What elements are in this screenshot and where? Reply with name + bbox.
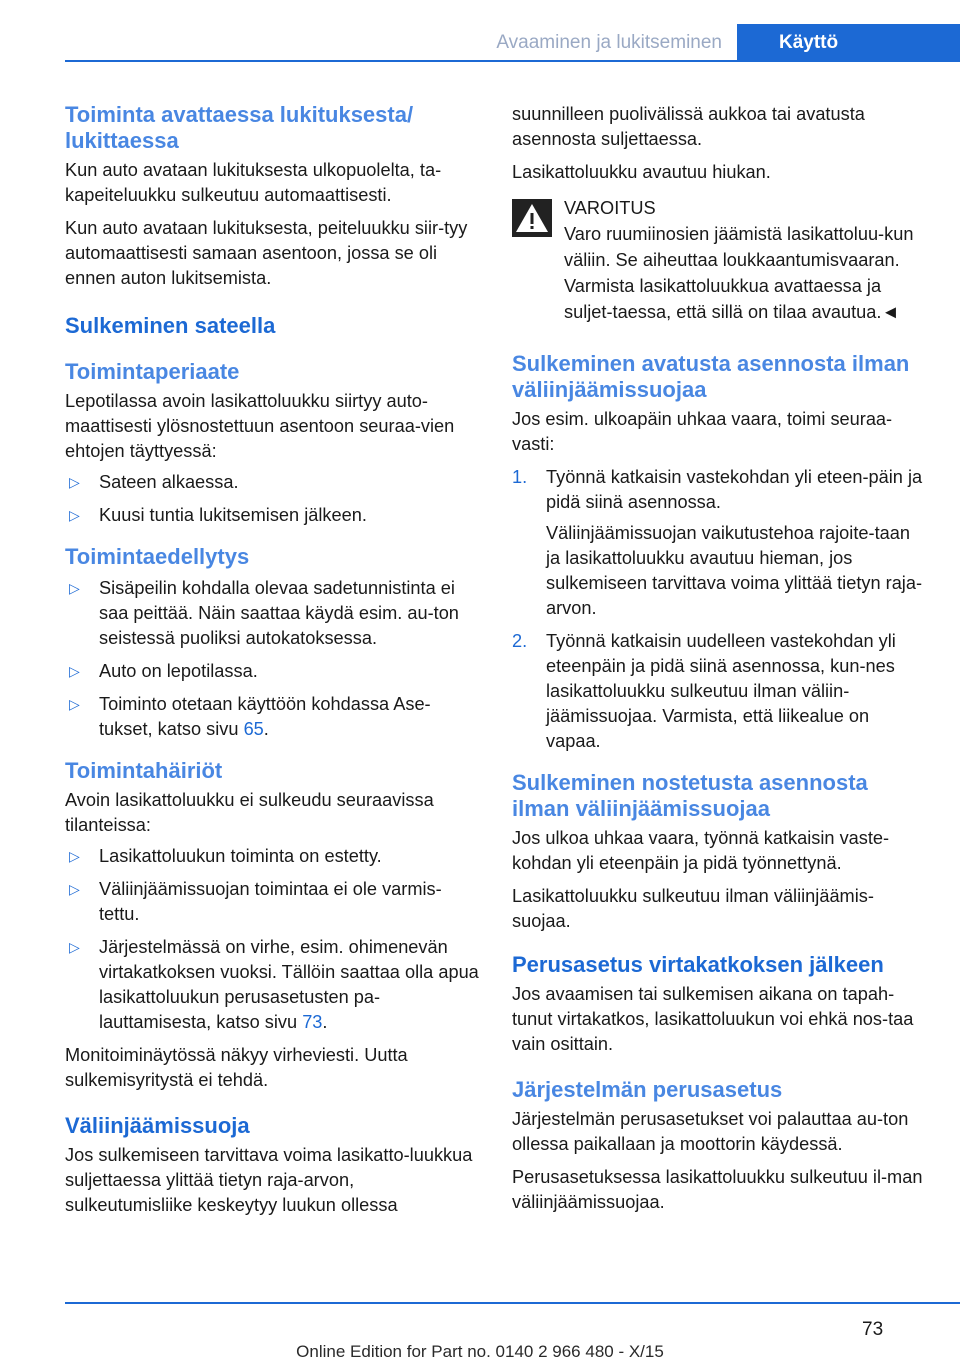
heading-valiinjaamissuoja: Väliinjäämissuoja [65, 1113, 250, 1138]
list-item: ▷ Kuusi tuntia lukitsemisen jälkeen. [65, 503, 479, 528]
list-item: ▷ Toiminto otetaan käyttöön kohdassa Ase-tukset, katso sivu 65. [69, 694, 431, 739]
list-item: ▷ Järjestelmässä on virhe, esim. ohimenevän virtakatkoksen vuoksi. Tällöin saattaa olla apua lasikattoluukun perusasetusten pa-lauttamisesta, katso sivu 73. [69, 937, 479, 1032]
list-item: ▷ Sisäpeilin kohdalla olevaa sadetunnistinta ei saa peittää. Näin saattaa käydä esim. au-ton seistessä puoliksi autokatoksessa. [69, 578, 459, 648]
triangle-bullet-icon: ▷ [69, 580, 80, 596]
left-column [65, 102, 479, 1218]
triangle-bullet-icon: ▷ [69, 881, 80, 897]
page-number: 73 [862, 1319, 884, 1340]
para-nostetusta-1: Jos ulkoa uhkaa vaara, työnnä katkaisin vaste-kohdan yli eteenpäin ja pidä työnnettynä. [512, 828, 890, 873]
header-section-title: Avaaminen ja lukitseminen [496, 32, 722, 53]
list-item: 1. Työnnä katkaisin vastekohdan yli eteen-päin ja pidä siinä asennossa. Väliinjäämissuojan vaikutustehoa rajoite-taan ja lasikattoluukku avautuu hieman, jos sulkemiseen tarvittava voima ylittää tietyn raja-arvon. [512, 467, 923, 618]
list-periaate [65, 470, 479, 528]
para-jarj-2: Perusasetuksessa lasikattoluukku sulkeutuu il-man väliinjäämissuojaa. [512, 1167, 923, 1212]
heading-jarjestelman-perusasetus: Järjestelmän perusasetus [512, 1077, 783, 1102]
heading-toimintaperiaate: Toimintaperiaate [65, 359, 240, 384]
para-valiin: Jos sulkemiseen tarvittava voima lasikatto-luukkua suljettaessa ylittää tietyn raja-arvon, sulkeutumisliike keskeytyy luukun ollessa [65, 1145, 473, 1215]
para-continued: suunnilleen puolivälissä aukkoa tai avatusta asennosta suljettaessa. [512, 104, 865, 149]
steps-list [512, 465, 926, 754]
warning-triangle-icon [512, 199, 552, 237]
right-column [512, 102, 926, 1215]
heading-avatusta: Sulkeminen avatusta asennosta ilman väliinjäämissuojaa [512, 351, 910, 402]
warning-body-lead [512, 221, 926, 325]
footer-rule [65, 1302, 960, 1304]
para-avatusta: Jos esim. ulkoapäin uhkaa vaara, toimi seuraa-vasti: [512, 409, 893, 454]
warning-title: VAROITUS [564, 198, 656, 218]
para-hairiot: Avoin lasikattoluukku ei sulkeudu seuraavissa tilanteissa: [65, 790, 434, 835]
list-item: ▷ Auto on lepotilassa. [65, 659, 479, 684]
para-avautuu: Lasikattoluukku avautuu hiukan. [512, 162, 771, 182]
header-rule [65, 60, 960, 62]
header-chapter-tab: Käyttö [737, 24, 960, 62]
list-item: ▷ Lasikattoluukun toiminta on estetty. [65, 844, 479, 869]
page-header [0, 0, 960, 62]
warning-body: Varo ruumiinosien jäämistä lasikattoluu-kun väliin. Se aiheuttaa loukkaantumisvaaran. Varmista lasikattoluukkua avattaessa ja suljet-taessa, että sillä on tilaa avautua.◄ [564, 224, 914, 322]
list-item: 2. Työnnä katkaisin uudelleen vastekohdan yli eteenpäin ja pidä siinä asennossa, kun-nes lasikattoluukku sulkeutuu ilman väliin-jäämissuojaa. Varmista, että liikealue on vapaa. [512, 631, 896, 751]
para-monitoimi: Monitoiminäytössä näkyy virheviesti. Uutta sulkemisyritystä ei tehdä. [65, 1045, 408, 1090]
triangle-bullet-icon: ▷ [69, 507, 80, 523]
para-jarj-1: Järjestelmän perusasetukset voi palauttaa au-ton ollessa paikallaan ja moottorin käydessä. [512, 1109, 909, 1154]
warning-box [512, 195, 926, 325]
triangle-bullet-icon: ▷ [69, 939, 80, 955]
heading-toimintaedellytys: Toimintaedellytys [65, 544, 250, 569]
list-item: ▷ Sateen alkaessa. [65, 470, 479, 495]
triangle-bullet-icon: ▷ [69, 663, 80, 679]
triangle-bullet-icon: ▷ [69, 696, 80, 712]
list-hairiot [65, 844, 479, 1035]
heading-toiminta: Toiminta avattaessa lukituksesta/ lukittaessa [65, 102, 414, 153]
page-link[interactable]: 73 [302, 1012, 323, 1032]
page-link[interactable]: 65 [243, 719, 264, 739]
heading-nostetusta: Sulkeminen nostetusta asennosta ilman väliinjäämissuojaa [512, 770, 868, 821]
para-toiminta-1: Kun auto avataan lukituksesta ulkopuolelta, ta-kapeiteluukku sulkeutuu automaattisesti. [65, 160, 442, 205]
para-perus: Jos avaamisen tai sulkemisen aikana on tapah-tunut virtakatkos, lasikattoluukun voi ehkä nos-taa vain osittain. [512, 984, 914, 1054]
triangle-bullet-icon: ▷ [69, 848, 80, 864]
para-periaate: Lepotilassa avoin lasikattoluukku siirtyy auto-maattisesti ylösnostettuun asentoon seuraa-vien ehtojen täyttyessä: [65, 391, 455, 461]
para-toiminta-2: Kun auto avataan lukituksesta, peiteluukku siir-tyy automaattisesti samaan asentoon, jossa se oli ennen auton lukitsemista. [65, 218, 468, 288]
heading-toimintahairiot: Toimintahäiriöt [65, 758, 223, 783]
heading-perusasetus: Perusasetus virtakatkoksen jälkeen [512, 952, 884, 977]
triangle-bullet-icon: ▷ [69, 474, 80, 490]
para-nostetusta-2: Lasikattoluukku sulkeutuu ilman väliinjäämis-suojaa. [512, 886, 874, 931]
list-item: ▷ Väliinjäämissuojan toimintaa ei ole varmis-tettu. [69, 879, 442, 924]
heading-sulkeminen-sateella: Sulkeminen sateella [65, 313, 276, 338]
list-edellytys [65, 576, 479, 742]
edition-text: Online Edition for Part no. 0140 2 966 480 - X/15 [296, 1342, 664, 1361]
